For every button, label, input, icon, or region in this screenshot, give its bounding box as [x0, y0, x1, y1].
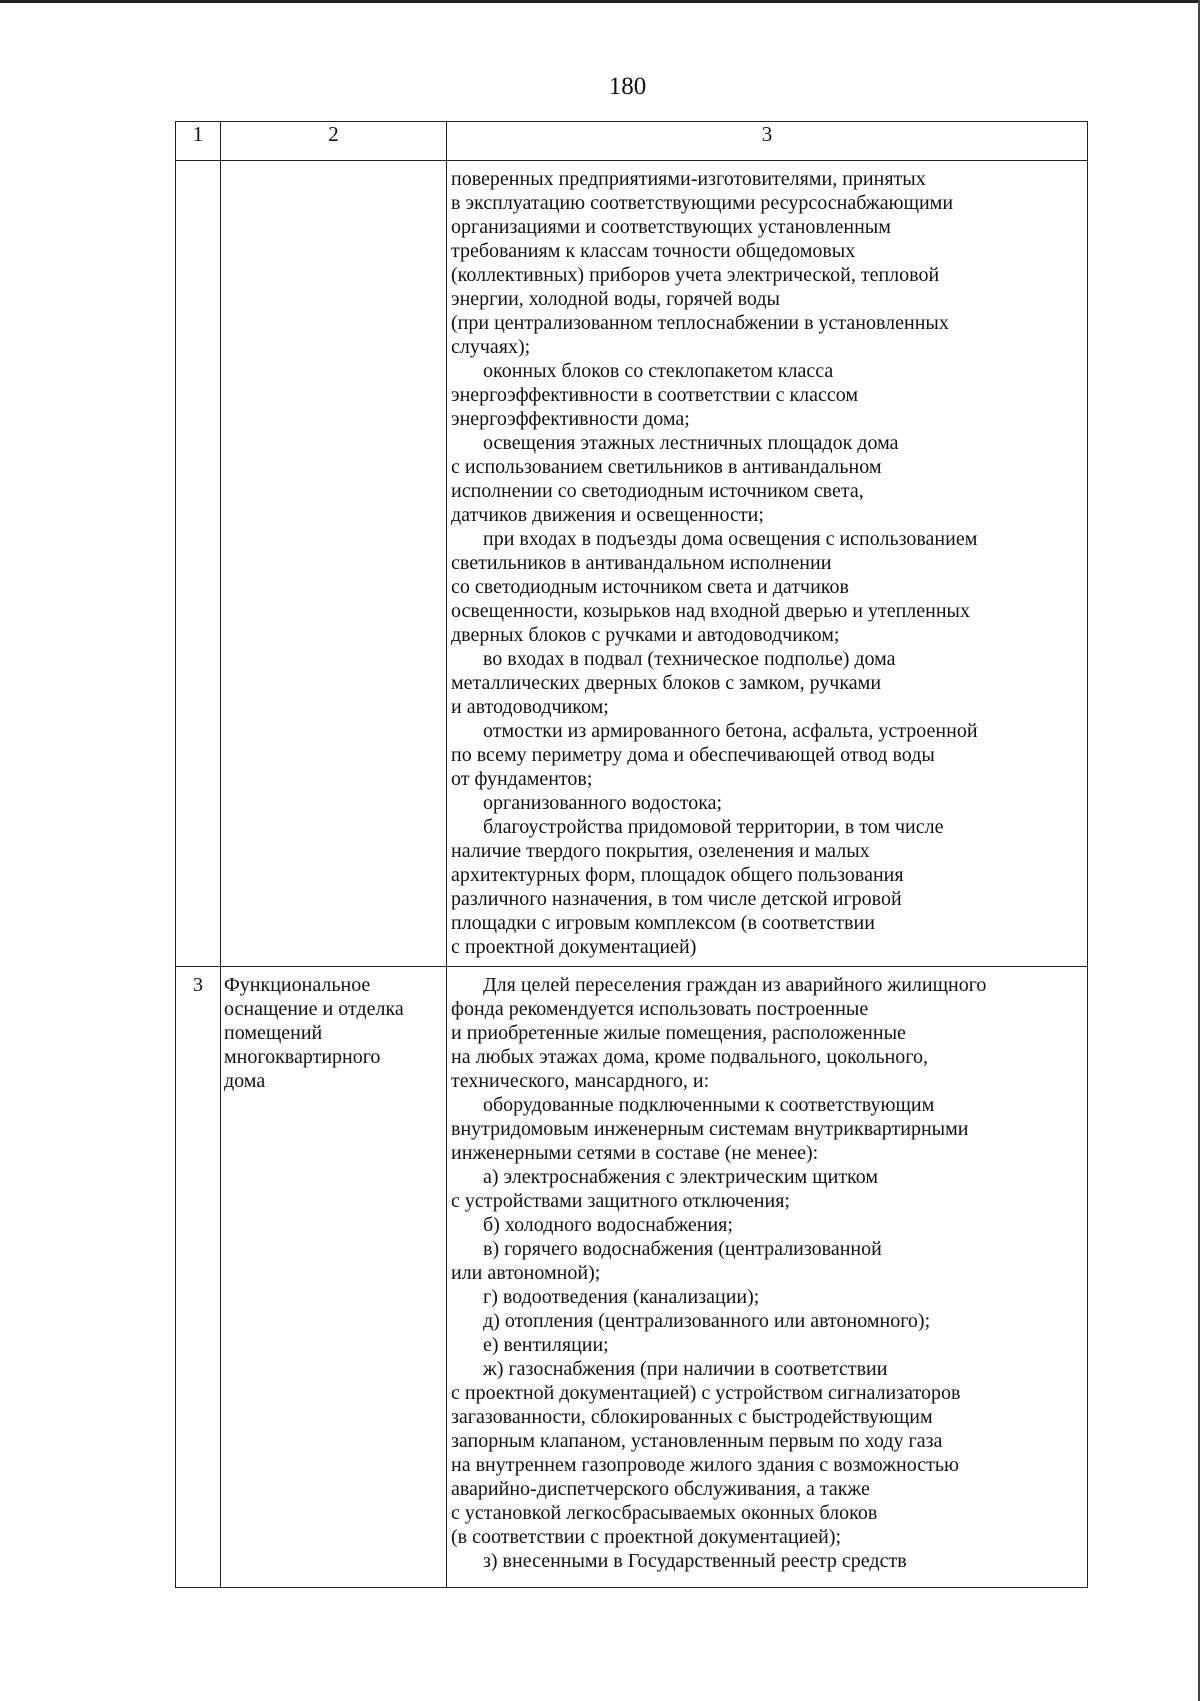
text-line: с устройствами защитного отключения; — [451, 1190, 790, 1212]
header-col-1: 1 — [176, 122, 221, 161]
text-line: технического, мансардного, и: — [451, 1070, 710, 1092]
text-line: освещения этажных лестничных площадок дома — [483, 432, 899, 454]
text-line: требованиям к классам точности общедомовых — [451, 240, 856, 262]
text-line: или автономной); — [451, 1262, 601, 1284]
text-line: а) электроснабжения с электрическим щитком — [483, 1166, 879, 1188]
table-row — [176, 967, 1088, 1588]
text-line: энергоэффективности в соответствии с классом — [451, 384, 859, 406]
text-line: со светодиодным источником света и датчиков — [451, 576, 849, 598]
text-line: благоустройства придомовой территории, в том числе — [483, 816, 944, 838]
text-line: и приобретенные жилые помещения, расположенные — [451, 1022, 906, 1044]
text-line: площадки с игровым комплексом (в соответствии — [451, 912, 875, 934]
text-line: в эксплуатацию соответствующими ресурсоснабжающими — [451, 192, 954, 214]
row-number-cell: 3 — [176, 967, 221, 1588]
scan-edge-top — [0, 0, 1200, 3]
text-line: светильников в антивандальном исполнении — [451, 552, 832, 574]
text-line: оконных блоков со стеклопакетом класса — [483, 360, 834, 382]
text-line: ж) газоснабжения (при наличии в соответствии — [483, 1358, 888, 1380]
text-line: с использованием светильников в антивандальном — [451, 456, 882, 478]
row-text-cell — [447, 967, 1088, 1588]
text-line: (при централизованном теплоснабжении в установленных — [451, 312, 949, 334]
text-line: инженерными сетями в составе (не менее): — [451, 1142, 819, 1164]
text-line: энергии, холодной воды, горячей воды — [451, 288, 780, 310]
text-line: фонда рекомендуется использовать построенные — [451, 998, 869, 1020]
text-line: на любых этажах дома, кроме подвального, цокольного, — [451, 1046, 929, 1068]
text-line: отмостки из армированного бетона, асфальта, устроенной — [483, 720, 978, 742]
text-line: организованного водостока; — [483, 792, 723, 814]
text-line: различного назначения, в том числе детской игровой — [451, 888, 902, 910]
text-line: организациями и соответствующих установленным — [451, 216, 891, 238]
text-line: исполнении со светодиодным источником света, — [451, 480, 864, 502]
text-line: по всему периметру дома и обеспечивающей отвод воды — [451, 744, 935, 766]
row-text-cell — [447, 161, 1088, 967]
text-line: металлических дверных блоков с замком, ручками — [451, 672, 882, 694]
text-line: наличие твердого покрытия, озеленения и малых — [451, 840, 870, 862]
text-line: архитектурных форм, площадок общего пользования — [451, 864, 904, 886]
header-col-3: 3 — [447, 122, 1088, 161]
text-line: внутридомовым инженерным системам внутриквартирными — [451, 1118, 969, 1140]
text-line: запорным клапаном, установленным первым по ходу газа — [451, 1430, 943, 1452]
text-line: аварийно-диспетчерского обслуживания, а также — [451, 1478, 870, 1500]
row-number-cell — [176, 161, 221, 967]
document-table — [175, 121, 1088, 1588]
text-line: датчиков движения и освещенности; — [451, 504, 764, 526]
text-line: поверенных предприятиями-изготовителями, принятых — [451, 168, 926, 190]
text-line: и автодоводчиком; — [451, 696, 609, 718]
text-line: от фундаментов; — [451, 768, 593, 790]
text-line: оборудованные подключенными к соответствующим — [483, 1094, 935, 1116]
row-text — [447, 967, 1087, 1573]
text-line: (коллективных) приборов учета электрической, тепловой — [451, 264, 940, 286]
text-line: загазованности, сблокированных с быстродействующим — [451, 1406, 933, 1428]
text-line: е) вентиляции; — [483, 1334, 609, 1356]
header-col-2: 2 — [221, 122, 447, 161]
table-row — [176, 161, 1088, 967]
text-line: (в соответствии с проектной документацией); — [451, 1526, 842, 1548]
text-line: энергоэффективности дома; — [451, 408, 690, 430]
text-line: Для целей переселения граждан из аварийного жилищного — [483, 974, 987, 996]
text-line: при входах в подъезды дома освещения с использованием — [483, 528, 978, 550]
row-name-cell — [221, 161, 447, 967]
text-line: случаях); — [451, 336, 531, 358]
table-header-row — [176, 122, 1088, 161]
text-line: д) отопления (централизованного или автономного); — [483, 1310, 931, 1332]
text-line: з) внесенными в Государственный реестр средств — [483, 1550, 907, 1572]
text-line: г) водоотведения (канализации); — [483, 1286, 760, 1308]
row-name-cell: Функциональное оснащение и отделка помещений многоквартирного дома — [221, 967, 447, 1588]
text-line: дверных блоков с ручками и автодоводчиком; — [451, 624, 840, 646]
text-line: в) горячего водоснабжения (централизованной — [483, 1238, 882, 1260]
text-line: освещенности, козырьков над входной дверью и утепленных — [451, 600, 970, 622]
text-line: на внутреннем газопроводе жилого здания с возможностью — [451, 1454, 959, 1476]
text-line: б) холодного водоснабжения; — [483, 1214, 733, 1236]
text-line: с проектной документацией) с устройством сигнализаторов — [451, 1382, 961, 1404]
text-line: с установкой легкосбрасываемых оконных блоков — [451, 1502, 878, 1524]
text-line: с проектной документацией) — [451, 936, 697, 958]
row-text — [447, 161, 1087, 959]
page-number: 180 — [608, 73, 647, 100]
text-line: во входах в подвал (техническое подполье) дома — [483, 648, 896, 670]
